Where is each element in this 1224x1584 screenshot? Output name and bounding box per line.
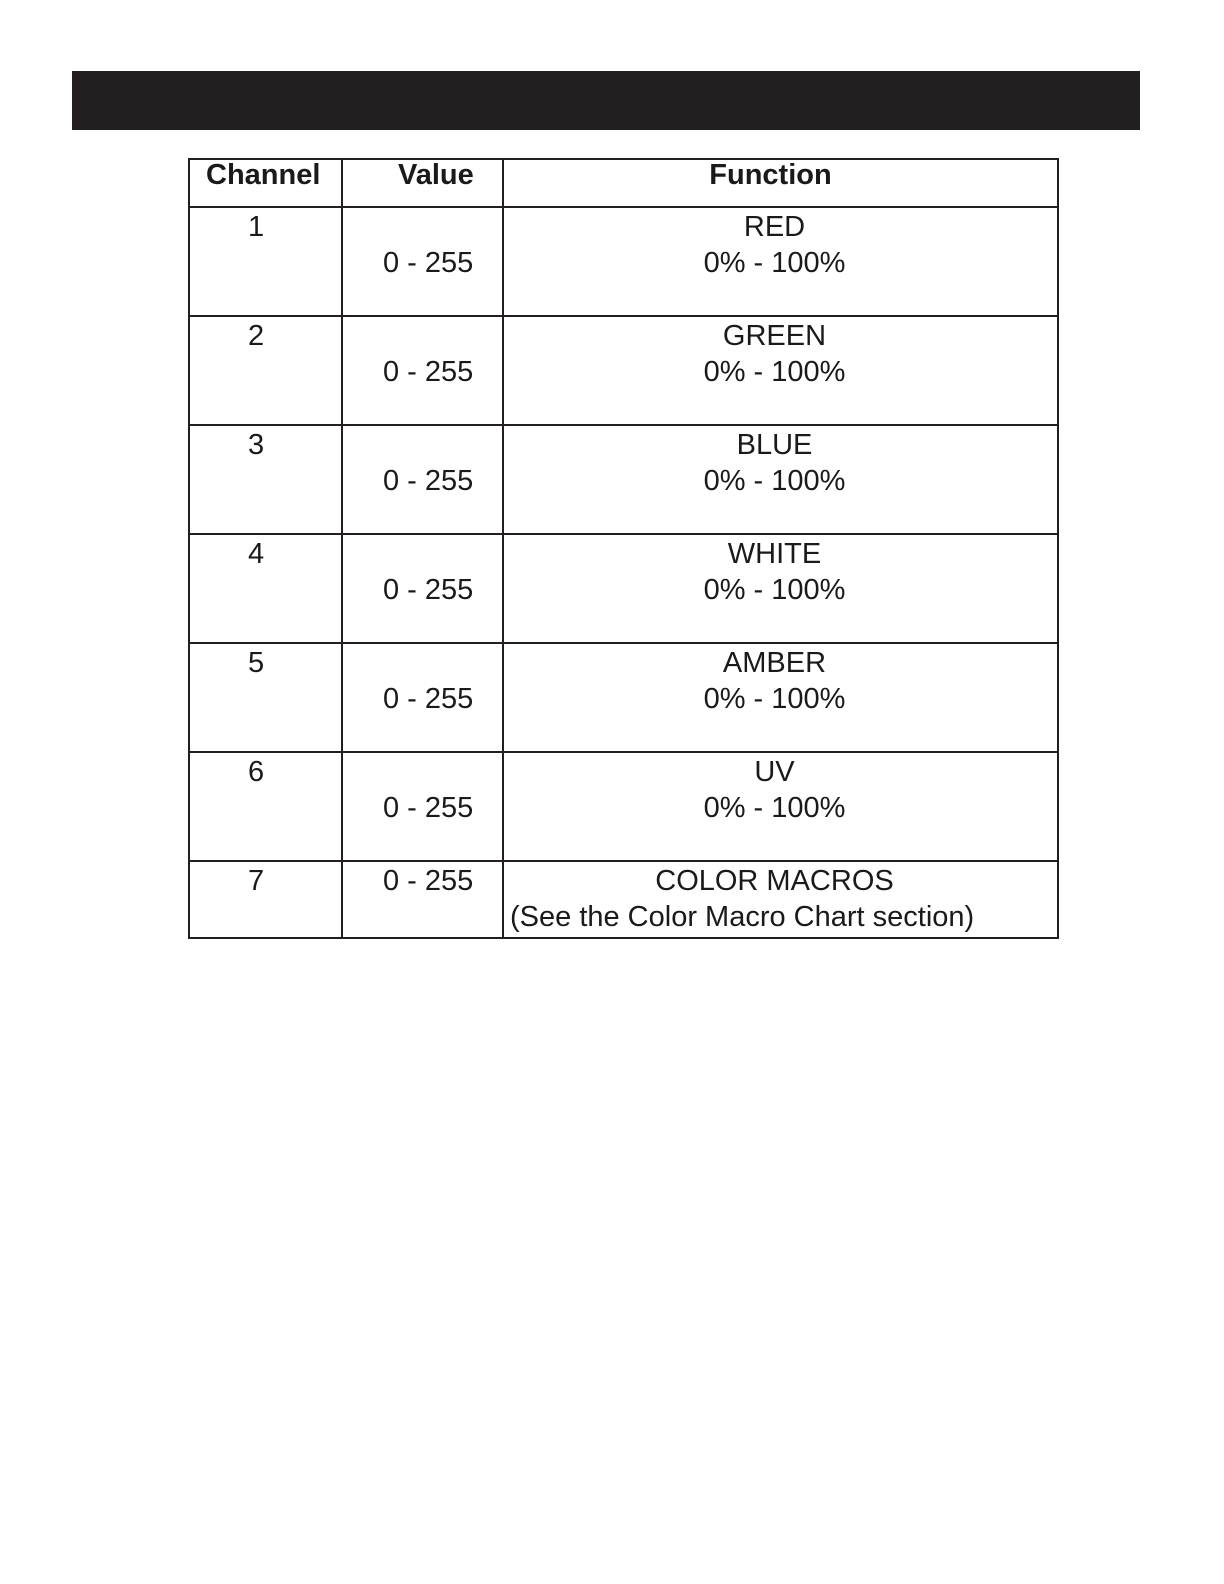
value-cell: 0 - 255 [342,207,503,316]
function-range: 0% - 100% [703,792,846,824]
value-cell: 0 - 255 [342,534,503,643]
function-note: (See the Color Macro Chart section) [510,901,975,933]
function-cell [503,534,1058,643]
value-cell: 0 - 255 [342,316,503,425]
function-range: 0% - 100% [703,683,846,715]
function-name: RED [743,211,806,243]
table-row [189,207,1058,316]
function-name: GREEN [722,320,827,352]
function-range: 0% - 100% [703,247,846,279]
function-range: 0% - 100% [703,465,846,497]
table-row [189,425,1058,534]
function-name: BLUE [736,429,813,461]
function-cell [503,752,1058,861]
table-row [189,643,1058,752]
channel-cell: 5 [189,643,342,752]
function-range: 0% - 100% [703,574,846,606]
function-range: 0% - 100% [703,356,846,388]
function-column-header: Function [503,159,1058,207]
channel-cell: 2 [189,316,342,425]
header-bar [72,71,1140,130]
value-cell: 0 - 255 [342,752,503,861]
function-name: WHITE [727,538,822,570]
function-cell [503,861,1058,938]
function-name: UV [754,756,795,788]
table-row [189,861,1058,938]
function-cell [503,316,1058,425]
table-row [189,534,1058,643]
table-row [189,752,1058,861]
channel-cell: 3 [189,425,342,534]
function-name: AMBER [722,647,827,679]
channel-cell: 7 [189,861,342,938]
channel-cell: 6 [189,752,342,861]
function-cell [503,425,1058,534]
function-cell [503,643,1058,752]
function-name: COLOR MACROS [655,865,894,897]
dmx-channel-table [188,158,1059,939]
value-cell: 0 - 255 [342,861,503,938]
value-cell: 0 - 255 [342,643,503,752]
channel-cell: 1 [189,207,342,316]
channel-cell: 4 [189,534,342,643]
table-header-row [189,159,1058,207]
value-cell: 0 - 255 [342,425,503,534]
channel-column-header: Channel [189,159,342,207]
value-column-header: Value [342,159,503,207]
function-cell [503,207,1058,316]
table-row [189,316,1058,425]
